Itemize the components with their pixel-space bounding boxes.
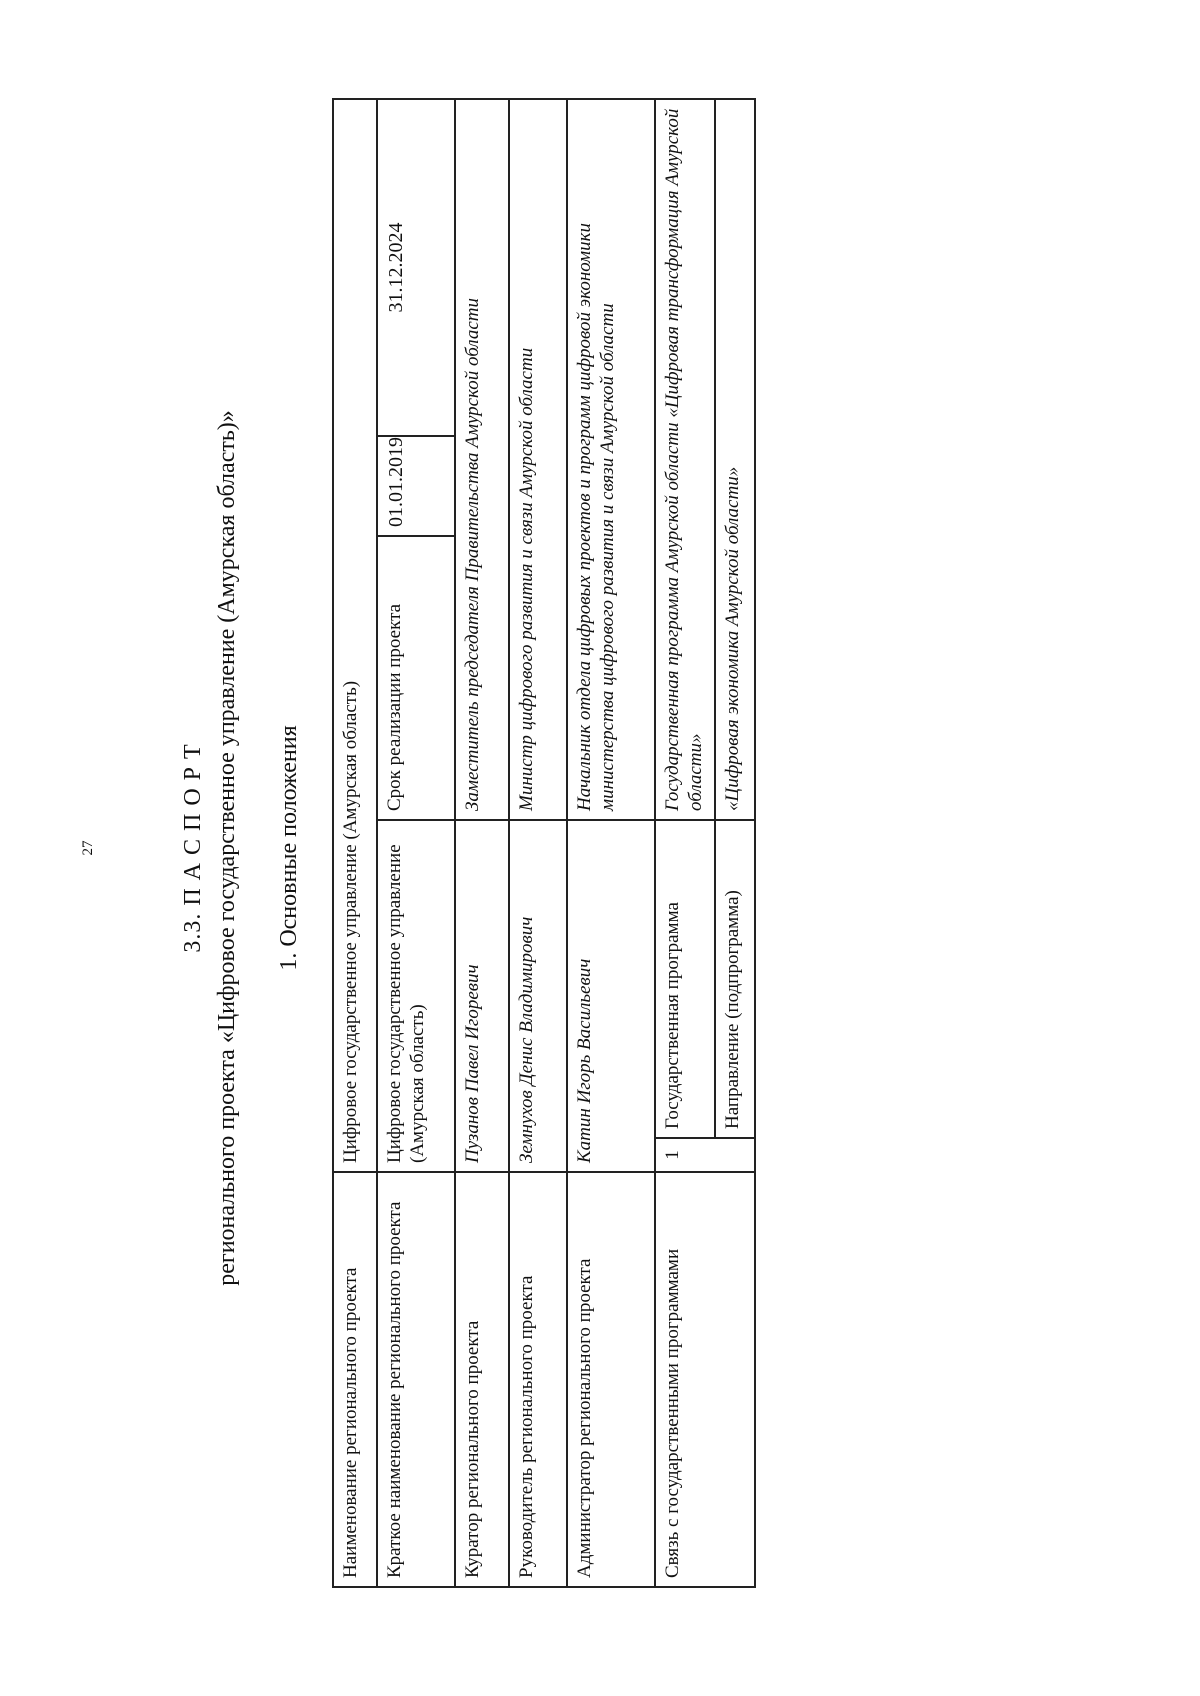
table-row-curator — [455, 99, 509, 1587]
row-label-curator: Куратор регионального проекта — [455, 1172, 509, 1587]
period-end-date: 31.12.2024 — [377, 99, 455, 436]
row-label-name: Наименование регионального проекта — [333, 1172, 377, 1587]
table-row-name — [333, 99, 377, 1587]
direction-value: «Цифровая экономика Амурской области» — [715, 99, 755, 820]
administrator-name: Катин Игорь Васильевич — [567, 820, 655, 1172]
curator-name: Пузанов Павел Игоревич — [455, 820, 509, 1172]
row-label-short-name: Краткое наименование регионального проекта — [377, 1172, 455, 1587]
project-short-name-value: Цифровое государственное управление (Амурская область) — [377, 820, 455, 1172]
head-name: Земнухов Денис Владимирович — [509, 820, 567, 1172]
table-row-programs — [655, 99, 715, 1587]
administrator-position: Начальник отдела цифровых проектов и программ цифровой экономики министерства цифрового развития и связи Амурской области — [567, 99, 655, 820]
document-subtitle: регионального проекта «Цифровое государственное управление (Амурская область)» — [214, 410, 240, 1286]
table-row-short-name — [377, 99, 455, 1587]
curator-position: Заместитель председателя Правительства Амурской области — [455, 99, 509, 820]
row-label-programs: Связь с государственными программами — [655, 1172, 755, 1587]
program-label: Государственная программа — [655, 820, 715, 1138]
section-heading: 1. Основные положения — [276, 725, 302, 971]
row-label-administrator: Администратор регионального проекта — [567, 1172, 655, 1587]
period-label: Срок реализации проекта — [377, 536, 455, 820]
page-number: 27 — [80, 840, 96, 856]
program-index: 1 — [655, 1138, 755, 1172]
table-row-head — [509, 99, 567, 1587]
table-row-administrator — [567, 99, 655, 1587]
project-name-value: Цифровое государственное управление (Амурская область) — [333, 99, 377, 1172]
document-title: 3.3. П А С П О Р Т — [180, 743, 206, 953]
passport-table — [332, 98, 756, 1588]
period-start-date: 01.01.2019 — [377, 436, 455, 536]
program-value: Государственная программа Амурской области «Цифровая трансформация Амурской области» — [655, 99, 715, 820]
head-position: Министр цифрового развития и связи Амурской области — [509, 99, 567, 820]
row-label-head: Руководитель регионального проекта — [509, 1172, 567, 1587]
direction-label: Направление (подпрограмма) — [715, 820, 755, 1138]
